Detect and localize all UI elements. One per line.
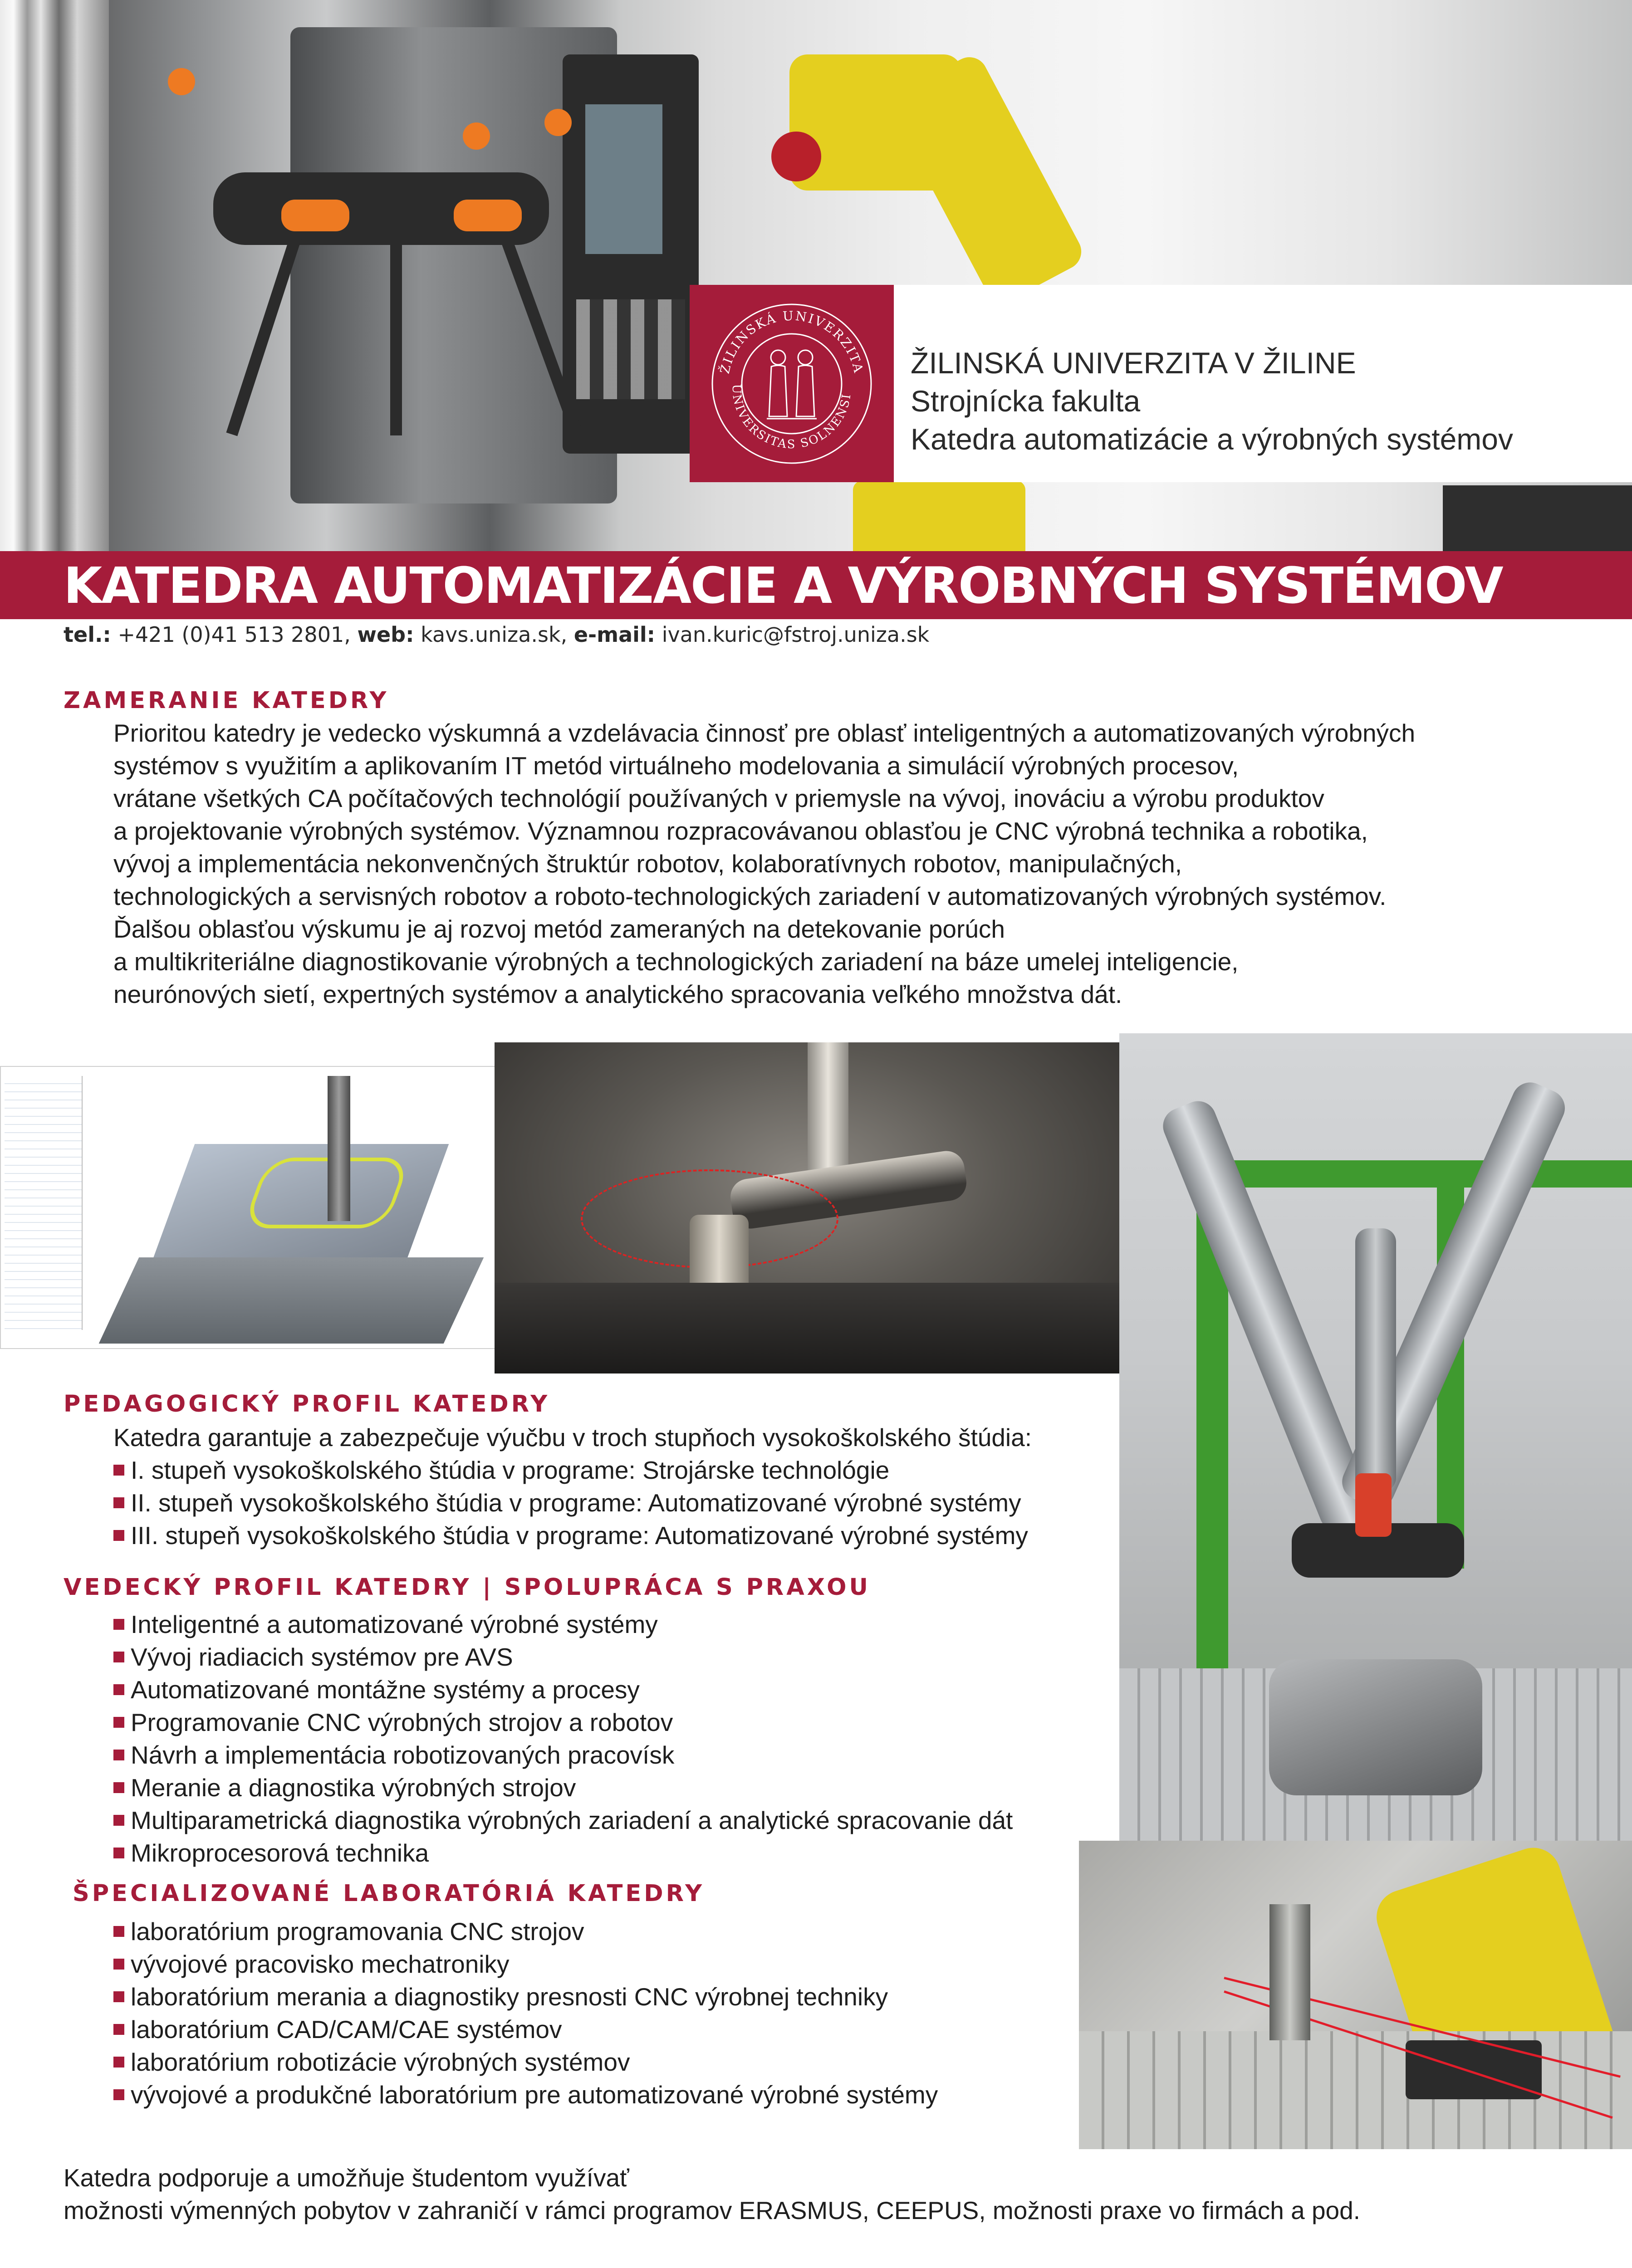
- hero-dark-cabinet: [1443, 485, 1632, 551]
- hero-delta-handle-3: [544, 109, 572, 136]
- hero-robot-red-cap: [771, 132, 821, 181]
- bullet-square-icon: [113, 1991, 124, 2002]
- list-item: [113, 1673, 1013, 1706]
- cam-vise: [99, 1257, 484, 1344]
- bullet-square-icon: [113, 1717, 124, 1728]
- focus-line: neurónových sietí, expertných systémov a analytického spracovania veľkého množstva dát.: [113, 980, 1122, 1008]
- list-item: [113, 2046, 938, 2078]
- bullet-square-icon: [113, 2057, 124, 2068]
- bullet-square-icon: [113, 1684, 124, 1695]
- laser-pillar: [1269, 1904, 1310, 2040]
- list-item-text: Návrh a implementácia robotizovaných pracovísk: [131, 1741, 675, 1769]
- delta-spindle-red: [1355, 1473, 1392, 1537]
- list-item-text: Multiparametrická diagnostika výrobných zariadení a analytické spracovanie dát: [131, 1806, 1013, 1834]
- list-item: [113, 2078, 938, 2111]
- hero-delta-handle-2: [463, 122, 490, 150]
- bullet-square-icon: [113, 1782, 124, 1793]
- pedagogy-intro: [113, 1421, 1032, 1454]
- cam-tool: [328, 1076, 350, 1221]
- pedagogy-intro-text: Katedra garantuje a zabezpečuje výučbu v troch stupňoch vysokoškolského štúdia:: [113, 1423, 1032, 1452]
- delta-cast-workpiece: [1269, 1659, 1482, 1795]
- list-item: [113, 1608, 1013, 1641]
- list-item-text: Mikroprocesorová technika: [131, 1839, 429, 1867]
- title-bar: [0, 551, 1632, 619]
- list-item-text: II. stupeň vysokoškolského štúdia v programe: Automatizované výrobné systémy: [131, 1489, 1021, 1517]
- focus-line: a projektovanie výrobných systémov. Významnou rozpracovávanou oblasťou je CNC výrobná technika a robotika,: [113, 817, 1368, 845]
- list-item: [113, 1804, 1013, 1837]
- hero-delta-arm-3: [390, 245, 402, 435]
- svg-text:ŽILINSKÁ UNIVERZITA: ŽILINSKÁ UNIVERZITA: [717, 308, 867, 376]
- pedagogy-list: [113, 1454, 1028, 1552]
- bullet-square-icon: [113, 1530, 124, 1541]
- list-item-text: I. stupeň vysokoškolského štúdia v programe: Strojárske technológie: [131, 1456, 890, 1484]
- list-item-text: III. stupeň vysokoškolského štúdia v programe: Automatizované výrobné systémy: [131, 1521, 1028, 1549]
- university-name-lines: [911, 344, 1627, 458]
- hero-cnc-buttons: [576, 299, 685, 399]
- footer-note: [64, 2161, 1360, 2227]
- bullet-square-icon: [113, 1848, 124, 1858]
- cam-software-screenshot: [0, 1066, 549, 1349]
- focus-heading: ZAMERANIE KATEDRY: [64, 687, 389, 714]
- delta-arm-center: [1355, 1228, 1396, 1491]
- hero-yellow-robot-lower: [853, 481, 1025, 551]
- list-item-text: Vývoj riadiacich systémov pre AVS: [131, 1643, 513, 1671]
- list-item: [113, 1706, 1013, 1739]
- tel-value: +421 (0)41 513 2801,: [118, 622, 351, 647]
- list-item-text: laboratórium programovania CNC strojov: [131, 1917, 584, 1945]
- hero-steel-column: [0, 0, 109, 551]
- focus-line: a multikriteriálne diagnostikovanie výrobných a technologických zariadení na báze umelej inteligencie,: [113, 948, 1239, 976]
- bullet-square-icon: [113, 1652, 124, 1662]
- list-item: [113, 1486, 1028, 1519]
- hero-delta-joint-1: [281, 200, 349, 231]
- list-item-text: laboratórium CAD/CAM/CAE systémov: [131, 2015, 562, 2043]
- footer-line-1: Katedra podporuje a umožňuje študentom využívať: [64, 2164, 629, 2192]
- department-name: Katedra automatizácie a výrobných systémov: [911, 422, 1513, 456]
- university-seal-icon: [690, 285, 894, 482]
- list-item-text: Meranie a diagnostika výrobných strojov: [131, 1774, 576, 1802]
- delta-robot-photo: [1119, 1033, 1632, 1850]
- email-label: e-mail:: [573, 622, 656, 647]
- green-frame-beam: [1196, 1160, 1632, 1188]
- machine-table: [495, 1283, 1121, 1374]
- list-item-text: Programovanie CNC výrobných strojov a robotov: [131, 1708, 673, 1736]
- focus-line: Prioritou katedry je vedecko výskumná a vzdelávacia činnosť pre oblasť inteligentných a automatizovaných výrobných: [113, 719, 1416, 747]
- university-name: ŽILINSKÁ UNIVERZITA V ŽILINE: [911, 346, 1356, 380]
- list-item: [113, 1948, 938, 1980]
- bullet-square-icon: [113, 1497, 124, 1508]
- laser-head: [1406, 2040, 1542, 2099]
- pedagogy-heading: PEDAGOGICKÝ PROFIL KATEDRY: [64, 1391, 550, 1418]
- list-item-text: Inteligentné a automatizované výrobné systémy: [131, 1610, 658, 1638]
- svg-text:UNIVERSITAS SOLNENSIS: UNIVERSITAS SOLNENSI: [729, 384, 854, 452]
- university-header-block: [690, 285, 1632, 482]
- web-label: web:: [357, 622, 414, 647]
- bullet-square-icon: [113, 1959, 124, 1970]
- email-link[interactable]: ivan.kuric@fstroj.uniza.sk: [662, 622, 930, 647]
- list-item: [113, 1980, 938, 2013]
- list-item: [113, 1837, 1013, 1869]
- probe-spindle: [808, 1042, 848, 1178]
- cam-tree-panel: [5, 1076, 83, 1330]
- bullet-square-icon: [113, 1750, 124, 1760]
- footer-line-2: možnosti výmenných pobytov v zahraničí v rámci programov ERASMUS, CEEPUS, možnosti praxe vo firmách a pod.: [64, 2196, 1361, 2224]
- bullet-square-icon: [113, 2024, 124, 2035]
- list-item: [113, 2013, 938, 2046]
- list-item: [113, 1641, 1013, 1673]
- focus-line: vývoj a implementácia nekonvenčných štruktúr robotov, kolaboratívnych robotov, manipulačných,: [113, 850, 1182, 878]
- list-item-text: laboratórium robotizácie výrobných systémov: [131, 2048, 630, 2076]
- page-title: KATEDRA AUTOMATIZÁCIE A VÝROBNÝCH SYSTÉMOV: [64, 557, 1503, 615]
- probe-measurement-photo: [495, 1042, 1121, 1374]
- list-item: [113, 1519, 1028, 1552]
- hero-delta-joint-2: [454, 200, 522, 231]
- focus-line: technologických a servisných robotov a roboto-technologických zariadení v automatizovaných výrobných systémov.: [113, 882, 1387, 910]
- list-item-text: Automatizované montážne systémy a procesy: [131, 1676, 640, 1704]
- list-item: [113, 1771, 1013, 1804]
- focus-line: Ďalšou oblasťou výskumu je aj rozvoj metód zameraných na detekovanie porúch: [113, 915, 1005, 943]
- web-link[interactable]: kavs.uniza.sk,: [421, 622, 568, 647]
- list-item-text: laboratórium merania a diagnostiky presnosti CNC výrobnej techniky: [131, 1983, 888, 2011]
- focus-paragraph: [113, 717, 1415, 1011]
- list-item: [113, 1739, 1013, 1771]
- laser-calibration-photo: [1079, 1841, 1632, 2149]
- science-heading: VEDECKÝ PROFIL KATEDRY | SPOLUPRÁCA S PRAXOU: [64, 1574, 871, 1601]
- faculty-name: Strojnícka fakulta: [911, 384, 1141, 418]
- list-item-text: vývojové a produkčné laboratórium pre automatizované výrobné systémy: [131, 2081, 938, 2109]
- contact-line: [64, 622, 929, 647]
- bullet-square-icon: [113, 1926, 124, 1937]
- hero-delta-handle-1: [168, 68, 195, 95]
- list-item: [113, 1454, 1028, 1486]
- focus-line: systémov s využitím a aplikovaním IT metód virtuálneho modelovania a simulácií výrobných procesov,: [113, 752, 1239, 780]
- hero-cnc-screen: [585, 104, 662, 254]
- university-seal-box: [690, 285, 894, 482]
- list-item-text: vývojové pracovisko mechatroniky: [131, 1950, 510, 1978]
- focus-line: vrátane všetkých CA počítačových technológií používaných v priemysle na vývoj, inováciu a výrobu produktov: [113, 784, 1324, 812]
- list-item: [113, 1915, 938, 1948]
- bullet-square-icon: [113, 1465, 124, 1476]
- tel-label: tel.:: [64, 622, 111, 647]
- labs-heading: ŠPECIALIZOVANÉ LABORATÓRIÁ KATEDRY: [73, 1880, 705, 1907]
- labs-list: [113, 1915, 938, 2111]
- bullet-square-icon: [113, 2089, 124, 2100]
- bullet-square-icon: [113, 1619, 124, 1630]
- laser-gantry-rail: [1079, 2031, 1632, 2149]
- bullet-square-icon: [113, 1815, 124, 1826]
- science-list: [113, 1608, 1013, 1869]
